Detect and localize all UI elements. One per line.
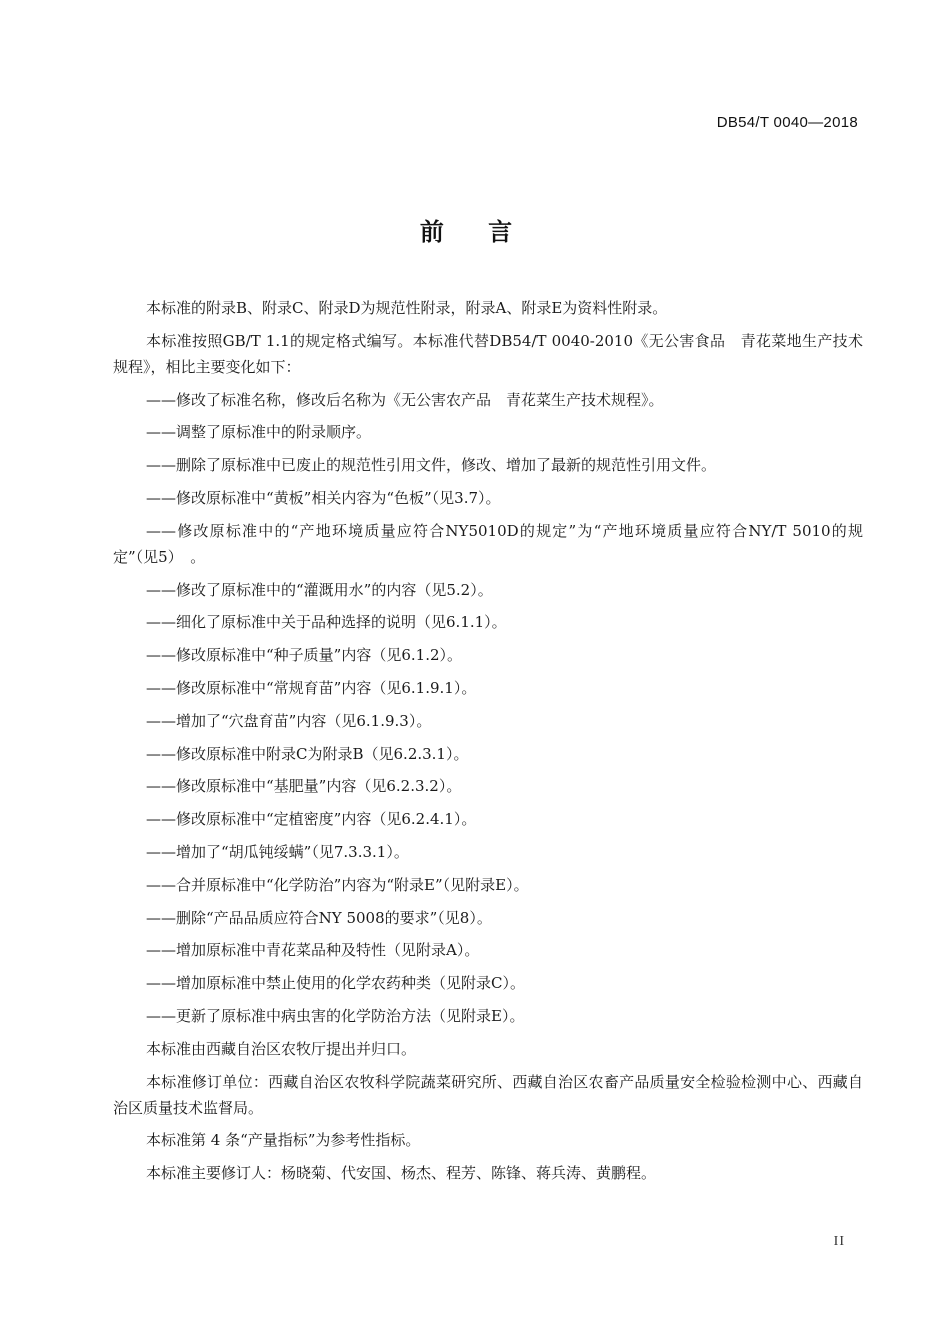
paragraph: ——修改原标准中“黄板”相关内容为“色板”（见3.7）。 bbox=[146, 488, 501, 507]
paragraph: ——删除“产品品质应符合NY 5008的要求”（见8）。 bbox=[146, 908, 492, 927]
paragraph: ——修改原标准中“基肥量”内容（见6.2.3.2）。 bbox=[146, 777, 462, 796]
paragraph: ——修改了标准名称，修改后名称为《无公害农产品 青花菜生产技术规程》。 bbox=[146, 390, 664, 409]
paragraph: 本标准第 4 条“产量指标”为参考性指标。 bbox=[146, 1131, 421, 1150]
paragraph: ——修改原标准中“种子质量”内容（见6.1.2）。 bbox=[146, 646, 463, 665]
paragraph: ——调整了原标准中的附录顺序。 bbox=[146, 423, 372, 442]
paragraph: ——增加了“胡瓜钝绥螨”（见7.3.3.1）。 bbox=[146, 842, 409, 861]
paragraph: ——更新了原标准中病虫害的化学防治方法（见附录E）。 bbox=[146, 1006, 525, 1025]
paragraph: ——增加原标准中青花菜品种及特性（见附录A）。 bbox=[146, 941, 480, 960]
paragraph: ——删除了原标准中已废止的规范性引用文件，修改、增加了最新的规范性引用文件。 bbox=[146, 456, 717, 475]
paragraph: ——修改原标准中的“产地环境质量应符合NY5010D的规定”为“产地环境质量应符合NY/T 5010的规定”（见5） 。 bbox=[113, 521, 863, 566]
page-title: 前 言 bbox=[419, 218, 531, 246]
paragraph: ——细化了原标准中关于品种选择的说明（见6.1.1）。 bbox=[146, 613, 507, 632]
paragraph: 本标准按照GB/T 1.1的规定格式编写。本标准代替DB54/T 0040-2010《无公害食品 青花菜地生产技术规程》，相比主要变化如下： bbox=[113, 331, 863, 376]
paragraph: ——修改原标准中附录C为附录B（见6.2.3.1）。 bbox=[146, 744, 469, 763]
preface-body bbox=[113, 295, 863, 1193]
paragraph: ——增加原标准中禁止使用的化学农药种类（见附录C）。 bbox=[146, 974, 525, 993]
paragraph: ——修改原标准中“常规育苗”内容（见6.1.9.1）。 bbox=[146, 678, 477, 697]
paragraph: ——合并原标准中“化学防治”内容为“附录E”（见附录E）。 bbox=[146, 875, 529, 894]
page-number: II bbox=[833, 1234, 845, 1249]
paragraph: 本标准修订单位：西藏自治区农牧科学院蔬菜研究所、西藏自治区农畜产品质量安全检验检测中心、西藏自治区质量技术监督局。 bbox=[113, 1072, 863, 1117]
paragraph: 本标准由西藏自治区农牧厅提出并归口。 bbox=[146, 1039, 417, 1058]
paragraph: 本标准主要修订人：杨晓菊、代安国、杨杰、程芳、陈锋、蒋兵涛、黄鹏程。 bbox=[146, 1164, 657, 1183]
paragraph: ——修改了原标准中的“灌溉用水”的内容（见5.2）。 bbox=[146, 580, 493, 599]
paragraph: ——修改原标准中“定植密度”内容（见6.2.4.1）。 bbox=[146, 810, 477, 829]
standard-code: DB54/T 0040—2018 bbox=[716, 114, 858, 131]
paragraph: ——增加了“穴盘育苗”内容（见6.1.9.3）。 bbox=[146, 711, 432, 730]
paragraph: 本标准的附录B、附录C、附录D为规范性附录，附录A、附录E为资料性附录。 bbox=[146, 299, 668, 317]
